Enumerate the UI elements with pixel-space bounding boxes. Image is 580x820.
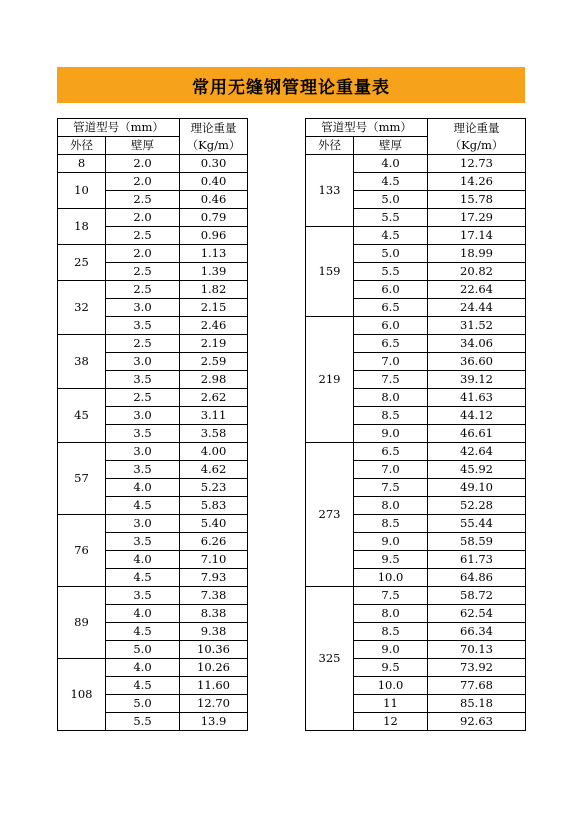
outer-diameter-cell: 8 bbox=[58, 155, 106, 173]
weight-cell: 36.60 bbox=[428, 353, 526, 371]
weight-table-left bbox=[57, 118, 248, 731]
table-row bbox=[58, 389, 248, 407]
weight-cell: 2.98 bbox=[180, 371, 248, 389]
wall-thickness-cell: 6.5 bbox=[354, 299, 428, 317]
weight-cell: 0.46 bbox=[180, 191, 248, 209]
wall-thickness-cell: 10.0 bbox=[354, 677, 428, 695]
wall-thickness-cell: 3.5 bbox=[106, 317, 180, 335]
header-weight-line2: （Kg/m） bbox=[186, 137, 241, 152]
weight-cell: 4.62 bbox=[180, 461, 248, 479]
wall-thickness-cell: 8.0 bbox=[354, 605, 428, 623]
wall-thickness-cell: 3.0 bbox=[106, 353, 180, 371]
outer-diameter-cell: 45 bbox=[58, 389, 106, 443]
wall-thickness-cell: 2.0 bbox=[106, 245, 180, 263]
wall-thickness-cell: 3.5 bbox=[106, 425, 180, 443]
header-weight-line2: （Kg/m） bbox=[449, 137, 504, 152]
wall-thickness-cell: 2.0 bbox=[106, 155, 180, 173]
weight-cell: 7.38 bbox=[180, 587, 248, 605]
weight-cell: 10.26 bbox=[180, 659, 248, 677]
weight-cell: 5.23 bbox=[180, 479, 248, 497]
weight-cell: 9.38 bbox=[180, 623, 248, 641]
weight-cell: 20.82 bbox=[428, 263, 526, 281]
wall-thickness-cell: 9.5 bbox=[354, 551, 428, 569]
table-row bbox=[306, 155, 526, 173]
weight-table-right bbox=[305, 118, 526, 731]
header-outer-diameter: 外径 bbox=[306, 137, 354, 155]
wall-thickness-cell: 8.5 bbox=[354, 623, 428, 641]
wall-thickness-cell: 6.5 bbox=[354, 443, 428, 461]
weight-cell: 62.54 bbox=[428, 605, 526, 623]
outer-diameter-cell: 219 bbox=[306, 317, 354, 443]
wall-thickness-cell: 5.5 bbox=[106, 713, 180, 731]
wall-thickness-cell: 4.0 bbox=[106, 605, 180, 623]
header-wall-thickness: 壁厚 bbox=[354, 137, 428, 155]
wall-thickness-cell: 4.5 bbox=[106, 497, 180, 515]
weight-cell: 39.12 bbox=[428, 371, 526, 389]
weight-cell: 2.59 bbox=[180, 353, 248, 371]
wall-thickness-cell: 4.5 bbox=[354, 227, 428, 245]
table-row bbox=[58, 515, 248, 533]
weight-cell: 12.70 bbox=[180, 695, 248, 713]
wall-thickness-cell: 8.5 bbox=[354, 407, 428, 425]
outer-diameter-cell: 89 bbox=[58, 587, 106, 659]
outer-diameter-cell: 32 bbox=[58, 281, 106, 335]
wall-thickness-cell: 3.0 bbox=[106, 515, 180, 533]
wall-thickness-cell: 4.0 bbox=[106, 479, 180, 497]
weight-cell: 2.46 bbox=[180, 317, 248, 335]
weight-cell: 61.73 bbox=[428, 551, 526, 569]
weight-cell: 1.39 bbox=[180, 263, 248, 281]
table-row bbox=[58, 281, 248, 299]
wall-thickness-cell: 4.5 bbox=[106, 569, 180, 587]
outer-diameter-cell: 133 bbox=[306, 155, 354, 227]
wall-thickness-cell: 2.5 bbox=[106, 335, 180, 353]
weight-cell: 7.93 bbox=[180, 569, 248, 587]
weight-cell: 10.36 bbox=[180, 641, 248, 659]
header-pipe-type: 管道型号（mm） bbox=[58, 119, 180, 137]
wall-thickness-cell: 3.0 bbox=[106, 443, 180, 461]
weight-cell: 3.11 bbox=[180, 407, 248, 425]
wall-thickness-cell: 7.5 bbox=[354, 587, 428, 605]
wall-thickness-cell: 6.0 bbox=[354, 317, 428, 335]
weight-cell: 11.60 bbox=[180, 677, 248, 695]
weight-cell: 1.82 bbox=[180, 281, 248, 299]
weight-cell: 42.64 bbox=[428, 443, 526, 461]
wall-thickness-cell: 5.0 bbox=[354, 191, 428, 209]
weight-cell: 44.12 bbox=[428, 407, 526, 425]
header-weight bbox=[180, 119, 248, 155]
weight-cell: 2.15 bbox=[180, 299, 248, 317]
weight-cell: 22.64 bbox=[428, 281, 526, 299]
wall-thickness-cell: 4.0 bbox=[354, 155, 428, 173]
table-row bbox=[58, 155, 248, 173]
weight-cell: 13.9 bbox=[180, 713, 248, 731]
wall-thickness-cell: 8.0 bbox=[354, 389, 428, 407]
weight-cell: 64.86 bbox=[428, 569, 526, 587]
table-row bbox=[306, 587, 526, 605]
wall-thickness-cell: 4.0 bbox=[106, 551, 180, 569]
weight-cell: 58.59 bbox=[428, 533, 526, 551]
header-weight-line1: 理论重量 bbox=[453, 120, 500, 135]
outer-diameter-cell: 325 bbox=[306, 587, 354, 731]
weight-cell: 45.92 bbox=[428, 461, 526, 479]
wall-thickness-cell: 5.0 bbox=[354, 245, 428, 263]
weight-cell: 14.26 bbox=[428, 173, 526, 191]
wall-thickness-cell: 6.5 bbox=[354, 335, 428, 353]
wall-thickness-cell: 2.5 bbox=[106, 191, 180, 209]
wall-thickness-cell: 2.5 bbox=[106, 389, 180, 407]
wall-thickness-cell: 4.5 bbox=[354, 173, 428, 191]
wall-thickness-cell: 7.5 bbox=[354, 371, 428, 389]
table-row bbox=[306, 317, 526, 335]
table-row bbox=[306, 443, 526, 461]
table-row bbox=[58, 443, 248, 461]
table-row bbox=[58, 335, 248, 353]
weight-cell: 52.28 bbox=[428, 497, 526, 515]
outer-diameter-cell: 38 bbox=[58, 335, 106, 389]
wall-thickness-cell: 3.0 bbox=[106, 299, 180, 317]
weight-cell: 17.14 bbox=[428, 227, 526, 245]
wall-thickness-cell: 7.5 bbox=[354, 479, 428, 497]
wall-thickness-cell: 12 bbox=[354, 713, 428, 731]
wall-thickness-cell: 6.0 bbox=[354, 281, 428, 299]
wall-thickness-cell: 7.0 bbox=[354, 353, 428, 371]
outer-diameter-cell: 273 bbox=[306, 443, 354, 587]
outer-diameter-cell: 76 bbox=[58, 515, 106, 587]
weight-cell: 55.44 bbox=[428, 515, 526, 533]
weight-cell: 24.44 bbox=[428, 299, 526, 317]
weight-cell: 2.62 bbox=[180, 389, 248, 407]
weight-cell: 73.92 bbox=[428, 659, 526, 677]
wall-thickness-cell: 4.5 bbox=[106, 623, 180, 641]
header-weight-line1: 理论重量 bbox=[190, 120, 237, 135]
outer-diameter-cell: 57 bbox=[58, 443, 106, 515]
header-pipe-type: 管道型号（mm） bbox=[306, 119, 428, 137]
wall-thickness-cell: 5.0 bbox=[106, 695, 180, 713]
header-weight bbox=[428, 119, 526, 155]
title-banner bbox=[57, 67, 525, 103]
wall-thickness-cell: 2.5 bbox=[106, 227, 180, 245]
weight-cell: 0.30 bbox=[180, 155, 248, 173]
outer-diameter-cell: 25 bbox=[58, 245, 106, 281]
wall-thickness-cell: 3.5 bbox=[106, 461, 180, 479]
wall-thickness-cell: 9.0 bbox=[354, 533, 428, 551]
weight-cell: 49.10 bbox=[428, 479, 526, 497]
table-row bbox=[58, 587, 248, 605]
weight-cell: 5.40 bbox=[180, 515, 248, 533]
weight-cell: 6.26 bbox=[180, 533, 248, 551]
table-row bbox=[58, 659, 248, 677]
wall-thickness-cell: 4.0 bbox=[106, 659, 180, 677]
header-wall-thickness: 壁厚 bbox=[106, 137, 180, 155]
wall-thickness-cell: 9.5 bbox=[354, 659, 428, 677]
weight-cell: 0.79 bbox=[180, 209, 248, 227]
table-row bbox=[58, 173, 248, 191]
weight-cell: 92.63 bbox=[428, 713, 526, 731]
weight-cell: 58.72 bbox=[428, 587, 526, 605]
weight-cell: 77.68 bbox=[428, 677, 526, 695]
wall-thickness-cell: 9.0 bbox=[354, 641, 428, 659]
weight-cell: 41.63 bbox=[428, 389, 526, 407]
weight-cell: 3.58 bbox=[180, 425, 248, 443]
weight-cell: 15.78 bbox=[428, 191, 526, 209]
weight-cell: 5.83 bbox=[180, 497, 248, 515]
wall-thickness-cell: 2.0 bbox=[106, 173, 180, 191]
wall-thickness-cell: 2.5 bbox=[106, 263, 180, 281]
wall-thickness-cell: 3.0 bbox=[106, 407, 180, 425]
table-row bbox=[58, 245, 248, 263]
weight-cell: 7.10 bbox=[180, 551, 248, 569]
wall-thickness-cell: 3.5 bbox=[106, 371, 180, 389]
weight-cell: 4.00 bbox=[180, 443, 248, 461]
weight-cell: 8.38 bbox=[180, 605, 248, 623]
weight-cell: 12.73 bbox=[428, 155, 526, 173]
wall-thickness-cell: 4.5 bbox=[106, 677, 180, 695]
wall-thickness-cell: 2.5 bbox=[106, 281, 180, 299]
weight-cell: 85.18 bbox=[428, 695, 526, 713]
wall-thickness-cell: 5.0 bbox=[106, 641, 180, 659]
weight-cell: 17.29 bbox=[428, 209, 526, 227]
weight-cell: 46.61 bbox=[428, 425, 526, 443]
weight-cell: 34.06 bbox=[428, 335, 526, 353]
weight-cell: 66.34 bbox=[428, 623, 526, 641]
page-title: 常用无缝钢管理论重量表 bbox=[192, 77, 390, 98]
wall-thickness-cell: 7.0 bbox=[354, 461, 428, 479]
wall-thickness-cell: 5.5 bbox=[354, 209, 428, 227]
wall-thickness-cell: 11 bbox=[354, 695, 428, 713]
wall-thickness-cell: 3.5 bbox=[106, 587, 180, 605]
wall-thickness-cell: 8.5 bbox=[354, 515, 428, 533]
table-row bbox=[306, 227, 526, 245]
wall-thickness-cell: 5.5 bbox=[354, 263, 428, 281]
weight-cell: 0.40 bbox=[180, 173, 248, 191]
weight-cell: 18.99 bbox=[428, 245, 526, 263]
table-row bbox=[58, 209, 248, 227]
weight-cell: 0.96 bbox=[180, 227, 248, 245]
weight-cell: 70.13 bbox=[428, 641, 526, 659]
weight-cell: 31.52 bbox=[428, 317, 526, 335]
outer-diameter-cell: 10 bbox=[58, 173, 106, 209]
weight-cell: 1.13 bbox=[180, 245, 248, 263]
wall-thickness-cell: 8.0 bbox=[354, 497, 428, 515]
outer-diameter-cell: 18 bbox=[58, 209, 106, 245]
outer-diameter-cell: 159 bbox=[306, 227, 354, 317]
wall-thickness-cell: 2.0 bbox=[106, 209, 180, 227]
weight-cell: 2.19 bbox=[180, 335, 248, 353]
wall-thickness-cell: 3.5 bbox=[106, 533, 180, 551]
wall-thickness-cell: 10.0 bbox=[354, 569, 428, 587]
wall-thickness-cell: 9.0 bbox=[354, 425, 428, 443]
header-outer-diameter: 外径 bbox=[58, 137, 106, 155]
outer-diameter-cell: 108 bbox=[58, 659, 106, 731]
